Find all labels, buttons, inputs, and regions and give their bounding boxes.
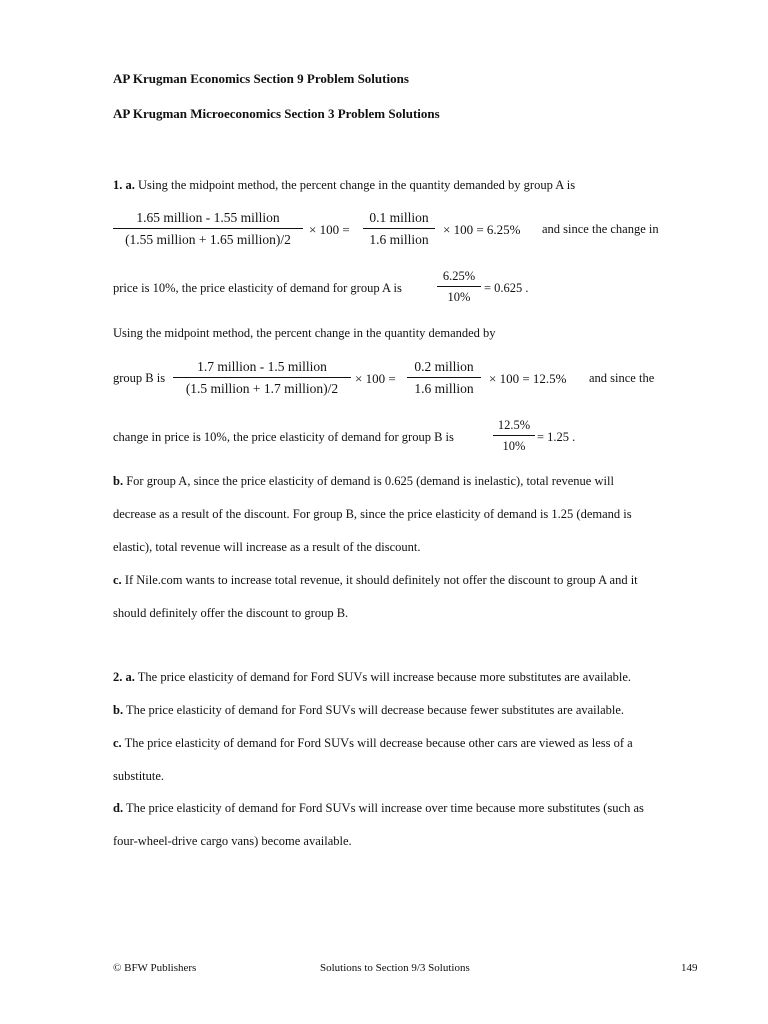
- q2a-text: The price elasticity of demand for Ford SUVs will increase because more substitutes are available.: [134, 670, 632, 684]
- q2b-marker: b.: [113, 703, 124, 717]
- q1b-line-1: [113, 474, 614, 489]
- q1b-line-2: decrease as a result of the discount. For group B, since the price elasticity of demand is 1.25 (demand is: [113, 507, 632, 521]
- eq1-fraction-2-denominator: 1.6 million: [363, 228, 435, 247]
- elasticity-b-result: = 1.25 .: [537, 430, 576, 444]
- eq1-result: × 100 = 6.25%: [443, 222, 521, 237]
- q2b-text: The price elasticity of demand for Ford SUVs will decrease because fewer substitutes are available.: [123, 703, 625, 717]
- eq2-fraction-2: [407, 360, 481, 395]
- elasticity-a-denominator: 10%: [437, 286, 481, 304]
- eq1-fraction-1: [113, 211, 303, 246]
- elasticity-a-result: = 0.625 .: [484, 281, 529, 295]
- footer-publisher: © BFW Publishers: [113, 962, 197, 974]
- footer-section-title: Solutions to Section 9/3 Solutions: [320, 962, 470, 974]
- eq2-fraction-1-denominator: (1.5 million + 1.7 million)/2: [173, 377, 351, 396]
- elasticity-b-fraction: [493, 419, 535, 452]
- q2d-line-1: [113, 801, 644, 816]
- heading-economics: AP Krugman Economics Section 9 Problem Solutions: [113, 71, 409, 86]
- eq1-fraction-2-numerator: 0.1 million: [369, 210, 429, 225]
- eq2-fraction-2-denominator: 1.6 million: [407, 377, 481, 396]
- q2a-line: [113, 670, 631, 685]
- q1b-midpoint-intro: Using the midpoint method, the percent change in the quantity demanded by: [113, 326, 496, 340]
- q1b-price-line: change in price is 10%, the price elasticity of demand for group B is: [113, 430, 454, 444]
- q2c-text-1: The price elasticity of demand for Ford SUVs will decrease because other cars are viewed as less of a: [121, 736, 633, 750]
- q1a-intro-text: Using the midpoint method, the percent change in the quantity demanded by group A is: [134, 178, 576, 192]
- eq1-tail-text: and since the change in: [542, 222, 659, 236]
- q2b-line: [113, 703, 624, 718]
- elasticity-b-denominator: 10%: [493, 435, 535, 453]
- q2c-line-1: [113, 736, 633, 751]
- eq2-fraction-1-numerator: 1.7 million - 1.5 million: [197, 359, 327, 374]
- eq2-fraction-2-numerator: 0.2 million: [414, 359, 474, 374]
- footer-page-number: 149: [681, 962, 698, 974]
- q1b-text-1: For group A, since the price elasticity of demand is 0.625 (demand is inelastic), total revenue will: [123, 474, 614, 488]
- eq1-fraction-1-denominator: (1.55 million + 1.65 million)/2: [113, 228, 303, 247]
- q1c-marker: c.: [113, 573, 122, 587]
- q2c-marker: c.: [113, 736, 122, 750]
- q2c-line-2: substitute.: [113, 769, 165, 783]
- heading-microeconomics: AP Krugman Microeconomics Section 3 Problem Solutions: [113, 106, 440, 121]
- q2d-text-1: The price elasticity of demand for Ford SUVs will increase over time because more substitutes (such as: [123, 801, 644, 815]
- eq1-fraction-1-numerator: 1.65 million - 1.55 million: [136, 210, 280, 225]
- eq2-lead-text: group B is: [113, 371, 166, 385]
- eq2-result: × 100 = 12.5%: [489, 371, 567, 386]
- q1a-price-line: price is 10%, the price elasticity of demand for group A is: [113, 281, 402, 295]
- q1a-intro: [113, 178, 575, 193]
- eq1-fraction-2: [363, 211, 435, 246]
- q2d-marker: d.: [113, 801, 124, 815]
- q1b-marker: b.: [113, 474, 124, 488]
- eq2-times-100: × 100 =: [355, 371, 396, 386]
- eq2-fraction-1: [173, 360, 351, 395]
- q1a-marker: 1. a.: [113, 178, 135, 192]
- q1c-line-2: should definitely offer the discount to group B.: [113, 606, 349, 620]
- q1c-text-1: If Nile.com wants to increase total revenue, it should definitely not offer the discount to group A and it: [121, 573, 638, 587]
- q2d-line-2: four-wheel-drive cargo vans) become available.: [113, 834, 352, 848]
- eq1-times-100: × 100 =: [309, 222, 350, 237]
- q2a-marker: 2. a.: [113, 670, 135, 684]
- q1c-line-1: [113, 573, 638, 588]
- elasticity-a-numerator: 6.25%: [442, 269, 476, 283]
- elasticity-a-fraction: [437, 270, 481, 303]
- q1b-line-3: elastic), total revenue will increase as a result of the discount.: [113, 540, 421, 554]
- eq2-tail-text: and since the: [589, 371, 655, 385]
- elasticity-b-numerator: 12.5%: [497, 418, 531, 432]
